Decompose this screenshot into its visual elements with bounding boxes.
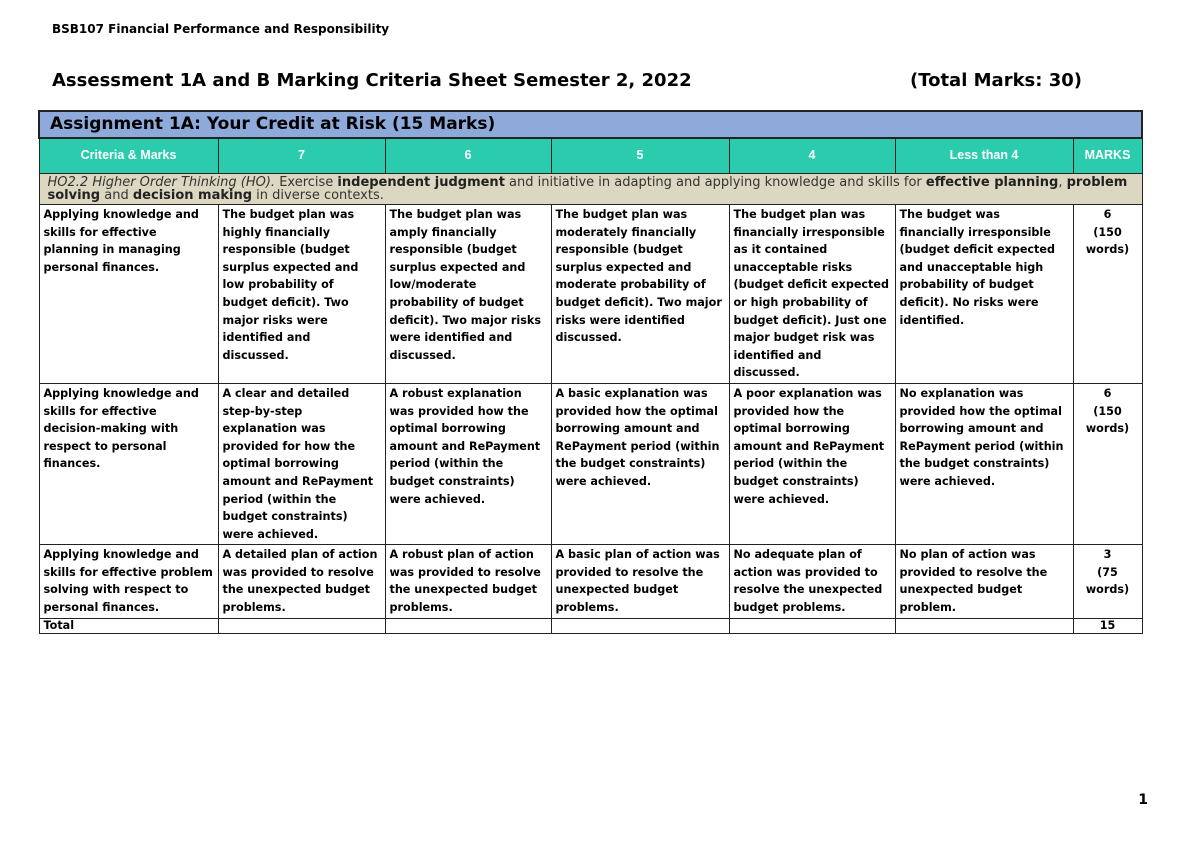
grade-less-than-4-cell: No explanation was provided how the optimal borrowing amount and RePayment period (within the budget constraints) were achieved. [895,383,1073,544]
grade-4-cell: A poor explanation was provided how the optimal borrowing amount and RePayment period (within the budget constraints) were achieved. [729,383,895,544]
word-limit: (75 words) [1085,565,1130,597]
grade-5-cell: The budget plan was moderately financially responsible (budget surplus expected and moderate probability of budget deficit). Two major risks were identified discussed. [551,205,729,384]
column-header-less-than-4: Less than 4 [895,138,1073,174]
grade-6-cell: The budget plan was amply financially responsible (budget surplus expected and low/moderate probability of budget deficit). Two major risks were identified and discussed. [385,205,551,384]
column-header-criteria: Criteria & Marks [39,138,218,174]
learning-outcome-row [39,174,1142,205]
empty-cell [729,618,895,633]
criteria-row-decision-making [39,383,1142,544]
marks-value: 3 [1103,548,1112,562]
grade-5-cell: A basic plan of action was provided to resolve the unexpected budget problems. [551,545,729,618]
empty-cell [895,618,1073,633]
document-title-bar [52,70,1082,91]
grade-7-cell: A clear and detailed step-by-step explanation was provided for how the optimal borrowing amount and RePayment period (within the budget constraints) were achieved. [218,383,385,544]
grade-7-cell: The budget plan was highly financially responsible (budget surplus expected and low probability of budget deficit). Two major risks were identified and discussed. [218,205,385,384]
grade-4-cell: No adequate plan of action was provided to resolve the unexpected budget problems. [729,545,895,618]
learning-outcome-text [39,174,1142,205]
outcome-text-part: Exercise [275,175,338,190]
word-limit: (150 words) [1085,225,1130,257]
outcome-text-part: in diverse contexts. [252,188,384,203]
criteria-row-planning [39,205,1142,384]
word-limit: (150 words) [1085,404,1130,436]
grade-less-than-4-cell: No plan of action was provided to resolve the unexpected budget problem. [895,545,1073,618]
assignment-title-row [39,111,1142,138]
empty-cell [551,618,729,633]
outcome-text-part: , [1058,175,1067,190]
outcome-keyword: independent judgment [337,175,505,190]
document-title: Assessment 1A and B Marking Criteria Sheet Semester 2, 2022 [52,70,692,91]
marks-cell [1073,545,1142,618]
assignment-title: Assignment 1A: Your Credit at Risk (15 Marks) [39,111,1142,138]
column-header-5: 5 [551,138,729,174]
total-row [39,618,1142,633]
marks-cell [1073,383,1142,544]
column-header-6: 6 [385,138,551,174]
page-number: 1 [1138,792,1148,808]
grade-4-cell: The budget plan was financially irresponsible as it contained unacceptable risks (budget deficit expected or high probability of budget deficit). Just one major budget risk was identified and discussed. [729,205,895,384]
total-marks-value: 15 [1073,618,1142,633]
empty-cell [385,618,551,633]
outcome-text-part: and initiative in adapting and applying knowledge and skills for [504,175,926,190]
outcome-text-part: and [100,188,133,203]
criteria-cell: Applying knowledge and skills for effective planning in managing personal finances. [39,205,218,384]
criteria-cell: Applying knowledge and skills for effective decision-making with respect to personal finances. [39,383,218,544]
total-label: Total [39,618,218,633]
grade-less-than-4-cell: The budget was financially irresponsible (budget deficit expected and unacceptable high probability of budget deficit). No risks were identified. [895,205,1073,384]
grade-6-cell: A robust explanation was provided how the optimal borrowing amount and RePayment period (within the budget constraints) were achieved. [385,383,551,544]
column-header-7: 7 [218,138,385,174]
grade-5-cell: A basic explanation was provided how the optimal borrowing amount and RePayment period (within the budget constraints) were achieved. [551,383,729,544]
outcome-keyword: problem solving [47,175,1128,203]
criteria-cell: Applying knowledge and skills for effective problem solving with respect to personal finances. [39,545,218,618]
outcome-keyword: effective planning [925,175,1059,190]
learning-outcome-code: HO2.2 Higher Order Thinking (HO). [47,175,276,190]
column-header-4: 4 [729,138,895,174]
marks-value: 6 [1103,386,1112,400]
empty-cell [218,618,385,633]
outcome-keyword: decision making [132,188,253,203]
column-header-row [39,138,1142,174]
column-header-marks: MARKS [1073,138,1142,174]
course-title: BSB107 Financial Performance and Responsibility [52,22,390,36]
criteria-row-problem-solving [39,545,1142,618]
total-marks: (Total Marks: 30) [909,70,1082,91]
marks-value: 6 [1103,208,1112,221]
marks-cell [1073,205,1142,384]
grade-7-cell: A detailed plan of action was provided to resolve the unexpected budget problems. [218,545,385,618]
marking-rubric-table [38,110,1143,634]
grade-6-cell: A robust plan of action was provided to resolve the unexpected budget problems. [385,545,551,618]
